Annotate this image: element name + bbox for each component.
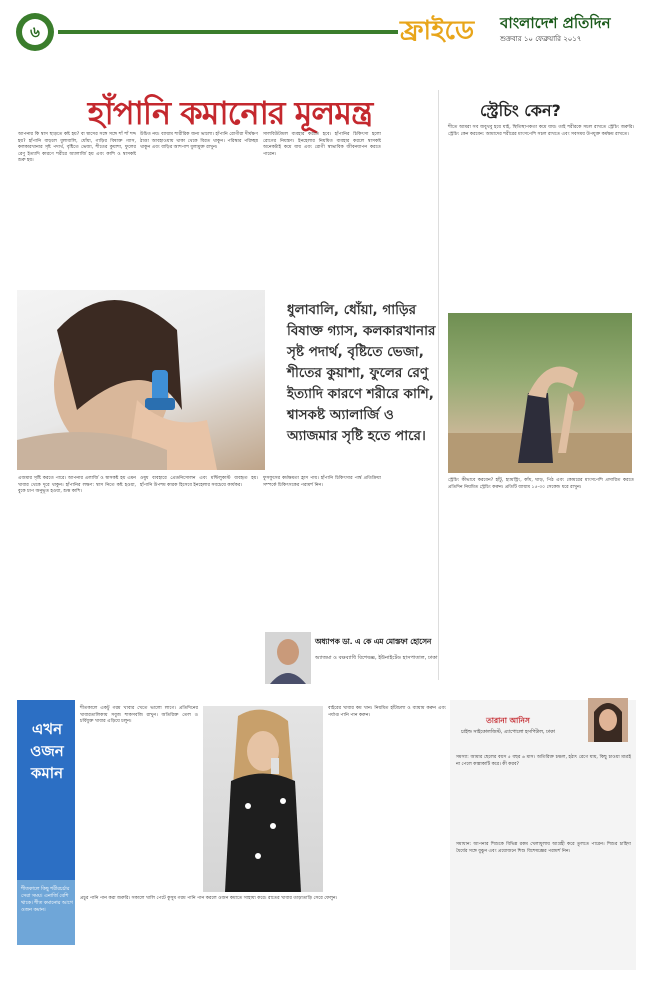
author-name: অধ্যাপক ডা. এ কে এম মোস্তফা হোসেন [315,637,432,646]
page-number: ৬ [22,19,48,45]
weight-feature-title: এখন ওজন কমান [30,720,64,782]
woman-drinking-photo [203,706,323,892]
weight-feature-subtext: শীতকালে কিছু শরীরচর্চার সেরা সময়। এনার্জি বেশি থাকে। শীত কমানোর আগে ওজন কমান। [21,886,73,913]
advice-answer: সমাধান: আপনার শিশুকে বিভিন্ন রকম খেলাধুলায় আগ্রহী করে তুলতে পারেন। শিশুর চাহিদা ধৈর্যের সঙ্গে বুঝুন এবং প্রয়োজনে শিশু বিশেষজ্ঞের পরামর্শ নিন। [456,842,631,854]
header-rule [58,30,398,34]
advice-expert-role: চাইল্ড সাইকোলজিস্ট, এ্যাপোলো হসপিটাল, ঢাকা [461,730,555,735]
article-continuation-3: ফুসফুসের কর্মক্ষমতা হ্রাস পায়। হাঁপানি চিকিৎসার পার্শ্ব প্রতিক্রিয়া সম্পর্কে চিকিৎসকের পরামর্শ নিন। [263,476,381,488]
article-title: হাঁপানি কমানোর মূলমন্ত্র [87,94,373,132]
inhaler-photo [17,290,265,470]
sidebar-text-2: স্ট্রেচিং কীভাবে করবেন? হাঁটু, হ্যামস্ট্রিং, কাঁধ, ঘাড়, পিঠ এবং কোমরের মাংসপেশি প্রসারিত করতে প্রতিদিন নিয়মিত স্ট্রেচিং করুন। প্রতিটি ব্যায়াম ১৫-৩০ সেকেন্ড ধরে রাখুন। [448,478,634,490]
article-column-2: উচিত নয়। ব্যায়াম শারীরিক জন্য ভালো। হাঁপানি রোগীরা দীর্ঘক্ষণ ঠাণ্ডা আবহাওয়ায় থাকা থেকে বিরত থাকুন। পরিষ্কার পরিচ্ছন্ন থাকুন এবং বাড়ির আশপাশ ধুলামুক্ত রাখুন। [140,132,258,151]
newspaper-brand: বাংলাদেশ প্রতিদিন [500,14,611,32]
advice-question: সমস্যা: আমার ছেলের বয়স ৫ বছর ৬ মাস। অতিরিক্ত চঞ্চল, হঠাৎ রেগে যায়, কিছু চাওয়া মাত্রই না পেলে কান্নাকাটি করে। কী করব? [456,755,631,767]
author-credentials: অ্যাজমা ও বক্ষব্যাধি বিশেষজ্ঞ, ইউনাইটেড হাসপাতাল, ঢাকা [315,655,438,661]
stretching-photo [448,313,632,473]
weight-article-column-2: বাইরের খাবার কম খান। নিয়মিত হাঁটাচলা ও ব্যায়াম করুন এবং পর্যাপ্ত পানি পান করুন। [328,706,446,718]
sidebar-text-1: শীতে আমরা সব জবুথবু হয়ে যাই, স্থিতিস্থাপকতা কমে যায়। তাই শরীরকে সচল রাখতে স্ট্রেচিং জরুরি। স্ট্রেচিং কেন করবেন: আমাদের শরীরের মাংসপেশি সচল রাখতে এবং সবসময় উপযুক্ত কর্মক্ষম রাখতে। [448,125,634,137]
weight-article-continuation: প্রচুর পানি পান করা জরুরি। সকালে খালি পেটে কুসুম গরম পানি পান করলে ওজন কমাতে সাহায্য করে। রাতের খাবার তাড়াতাড়ি সেরে ফেলুন। [80,896,338,901]
author-photo [265,632,311,684]
article-column-3: সালবিউটামল ব্যবহার করতে হবে। হাঁপানির চিকিৎসা হলো রোগের নিয়ন্ত্রণ। ইনহেলার নিয়মিত ব্যবহার করলে শ্বাসকষ্ট অনেকটাই কমে যায় এবং রোগী স্বাভাবিক জীবনযাপন করতে পারেন। [263,132,381,157]
sidebar-title: স্ট্রেচিং কেন? [480,101,561,120]
article-column-1: আপনার কি শ্বাস ছাড়তে কষ্ট হয়? বা শ্বাসের সঙ্গে সঙ্গে শাঁ শাঁ শব্দ হয়? হাঁপানি বাড়লে ধুলাবালি, ধোঁয়া, গাড়ির বিষাক্ত গ্যাস, কলকারখানার সৃষ্ট পদার্থ, বৃষ্টিতে ভেজা, শীতের কুয়াশা, ফুলের রেণু ইত্যাদি কারণে শরীরে অ্যালার্জি হয় এবং কাশি ও শ্বাসকষ্ট শুরু হয়। [18,132,136,164]
article-continuation-2: ওষুধ ব্যবহারে প্রেডনিসোলন এবং মন্টিলুকাস্ট ব্যবহৃত হয়। হাঁপানি উপশম কারক হিসেবে ইনহেলার সবচেয়ে কার্যকর। [140,476,258,488]
pull-quote: ধুলাবালি, ধোঁয়া, গাড়ির বিষাক্ত গ্যাস, কলকারখানার সৃষ্ট পদার্থ, বৃষ্টিতে ভেজা, শীতের কুয়াশা, ফুলের রেণু ইত্যাদি কারণে শরীরে কাশি, শ্বাসকষ্ট অ্যালার্জি ও অ্যাজমার সৃষ্টি হতে পারে। [287,302,436,444]
advice-expert-name: তারানা আনিস [486,716,530,725]
weight-article-column-1: শীতকালে একটু গরম খাবার খেতে ভালো লাগে। প্রতিদিনের খাবারতালিকায় সবুজ শাকসবজি রাখুন। অতিরিক্ত তেল ও চর্বিযুক্ত খাবার এড়িয়ে চলুন। [80,706,198,725]
section-title: ফ্রাইডে [400,16,475,46]
issue-date: শুক্রবার ১০ ফেব্রুয়ারি ২০১৭ [500,35,582,43]
article-continuation-1: এজমার সৃষ্টি করতে পারে। আপনার এলার্জি ও শ্বাসকষ্ট হয় এমন খাবার থেকে দূরে থাকুন। হাঁপানির লক্ষণ: শ্বাস নিতে কষ্ট হওয়া, বুকে চাপ অনুভূত হওয়া, শুষ্ক কাশি। [18,476,136,495]
advice-expert-photo [588,698,628,742]
